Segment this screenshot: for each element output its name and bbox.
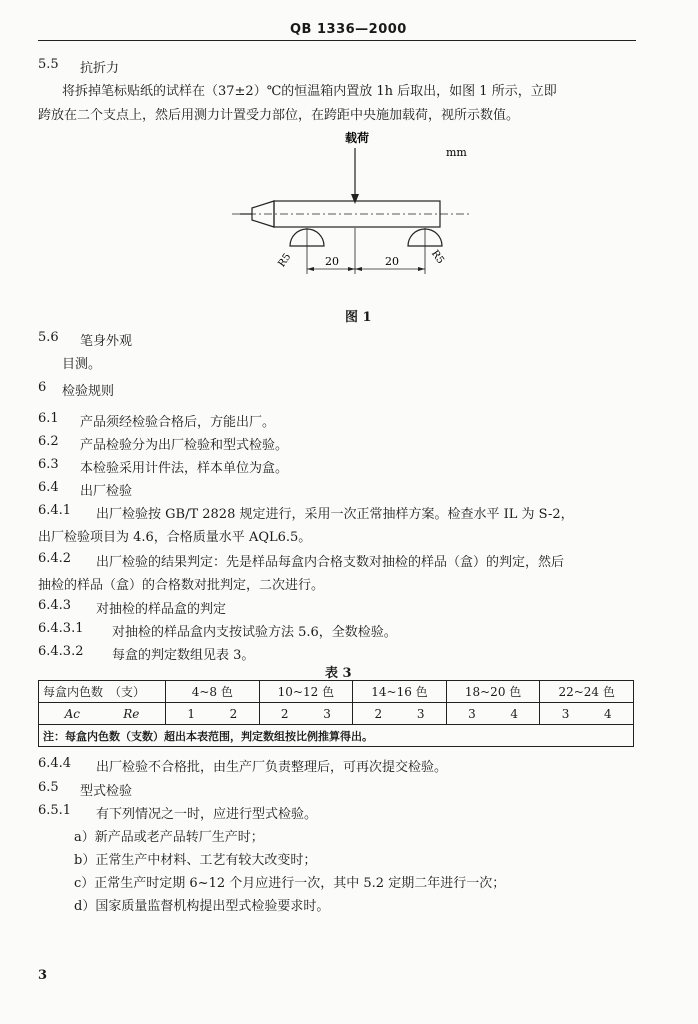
table-note-row (39, 725, 634, 747)
dim-arrow (307, 267, 314, 271)
figure-1-caption: 图 1 (345, 310, 372, 325)
ac-value: 2 (280, 706, 289, 721)
re-label: Re (123, 706, 140, 721)
table-header-first: 每盒内色数 （支） (39, 681, 166, 703)
item-6-4-3-2-text: 每盒的判定数组见表 3。 (112, 648, 255, 663)
section-5-5-number: 5.5 (38, 57, 59, 72)
table-cell (540, 703, 634, 725)
dim-arrow (348, 267, 355, 271)
re-value: 4 (510, 706, 519, 721)
load-label: 载荷 (345, 131, 370, 145)
dim-left-label: 20 (325, 255, 339, 268)
item-6-3-number: 6.3 (38, 457, 59, 472)
section-6-heading: 检验规则 (62, 384, 115, 399)
item-6-5-text: 型式检验 (80, 784, 133, 799)
table-cell (353, 703, 447, 725)
item-6-4-text: 出厂检验 (80, 484, 133, 499)
re-value: 3 (323, 706, 331, 721)
table-row-label-cell (39, 703, 166, 725)
dim-arrow (355, 267, 362, 271)
section-6-number: 6 (38, 380, 47, 395)
item-6-1-number: 6.1 (38, 411, 59, 426)
radius-left-label: R5 (276, 251, 294, 270)
item-6-4-3-1-text: 对抽检的样品盒内支按试验方法 5.6，全数检验。 (112, 625, 397, 640)
item-6-4-2-number: 6.4.2 (38, 551, 72, 566)
item-6-4-number: 6.4 (38, 480, 59, 495)
table-column-header: 14~16 色 (353, 681, 447, 703)
dim-right-label: 20 (385, 255, 399, 268)
re-value: 3 (416, 706, 425, 721)
ac-label: Ac (64, 706, 80, 721)
header-rule (38, 40, 636, 41)
table-row (39, 703, 634, 725)
table-cell (259, 703, 353, 725)
item-6-5-number: 6.5 (38, 780, 59, 795)
ac-value: 3 (561, 706, 570, 721)
item-6-3-text: 本检验采用计件法，样本单位为盒。 (80, 461, 289, 476)
radius-right-label: R5 (428, 248, 446, 267)
figure-1-bend-test-diagram (220, 128, 480, 300)
load-arrow-head (351, 194, 359, 204)
section-5-5-paragraph-line-2: 跨放在二个支点上，然后用测力计置受力部位，在跨距中央施加载荷，视所示数值。 (38, 108, 520, 123)
list-item-b: b）正常生产中材料、工艺有较大改变时； (74, 853, 317, 868)
re-value: 2 (229, 706, 238, 721)
table-column-header: 18~20 色 (446, 681, 540, 703)
table-column-header: 22~24 色 (540, 681, 634, 703)
ac-value: 3 (468, 706, 476, 721)
re-value: 4 (604, 706, 612, 721)
item-6-4-1-line-2: 出厂检验项目为 4.6，合格质量水平 AQL6.5。 (38, 530, 312, 545)
table-3 (38, 680, 634, 747)
item-6-4-4-text: 出厂检验不合格批，由生产厂负责整理后，可再次提交检验。 (96, 760, 448, 775)
table-cell (166, 703, 260, 725)
list-item-c: c）正常生产时定期 6~12 个月应进行一次，其中 5.2 定期二年进行一次； (74, 876, 506, 891)
page-number: 3 (38, 968, 48, 983)
item-6-4-2-line-2: 抽检的样品（盒）的合格数对批判定，二次进行。 (38, 578, 325, 593)
item-6-2-number: 6.2 (38, 434, 59, 449)
ac-value: 1 (187, 706, 195, 721)
table-header-row (39, 681, 634, 703)
section-5-6-number: 5.6 (38, 330, 59, 345)
item-6-4-3-1-number: 6.4.3.1 (38, 621, 84, 636)
section-5-6-body: 目测。 (62, 357, 102, 372)
unit-label: mm (446, 146, 467, 159)
item-6-5-1-number: 6.5.1 (38, 803, 72, 818)
table-3-title: 表 3 (325, 666, 352, 681)
dim-arrow (418, 267, 425, 271)
item-6-4-2-line-1: 出厂检验的结果判定：先是样品每盒内合格支数对抽检的样品（盒）的判定，然后 (96, 555, 565, 570)
section-5-5-heading: 抗折力 (80, 61, 120, 76)
item-6-4-3-text: 对抽检的样品盒的判定 (96, 602, 227, 617)
table-note: 注：每盒内色数（支数）超出本表范围，判定数组按比例推算得出。 (39, 725, 634, 747)
item-6-1-text: 产品须经检验合格后，方能出厂。 (80, 415, 276, 430)
section-5-6-heading: 笔身外观 (80, 334, 133, 349)
section-5-5-paragraph-line-1: 将拆掉笔标贴纸的试样在（37±2）℃的恒温箱内置放 1h 后取出，如图 1 所示，立即 (62, 84, 557, 99)
standard-number: QB 1336—2000 (290, 22, 407, 37)
item-6-5-1-text: 有下列情况之一时，应进行型式检验。 (96, 807, 318, 822)
table-column-header: 10~12 色 (259, 681, 353, 703)
item-6-4-1-line-1: 出厂检验按 GB/T 2828 规定进行，采用一次正常抽样方案。检查水平 IL 为 S-2， (96, 507, 574, 522)
item-6-4-4-number: 6.4.4 (38, 756, 72, 771)
table-cell (446, 703, 540, 725)
item-6-4-3-number: 6.4.3 (38, 598, 72, 613)
item-6-2-text: 产品检验分为出厂检验和型式检验。 (80, 438, 289, 453)
list-item-a: a）新产品或老产品转厂生产时； (74, 830, 264, 845)
ac-value: 2 (374, 706, 383, 721)
table-column-header: 4~8 色 (166, 681, 260, 703)
item-6-4-1-number: 6.4.1 (38, 503, 72, 518)
list-item-d: d）国家质量监督机构提出型式检验要求时。 (74, 899, 330, 914)
item-6-4-3-2-number: 6.4.3.2 (38, 644, 84, 659)
